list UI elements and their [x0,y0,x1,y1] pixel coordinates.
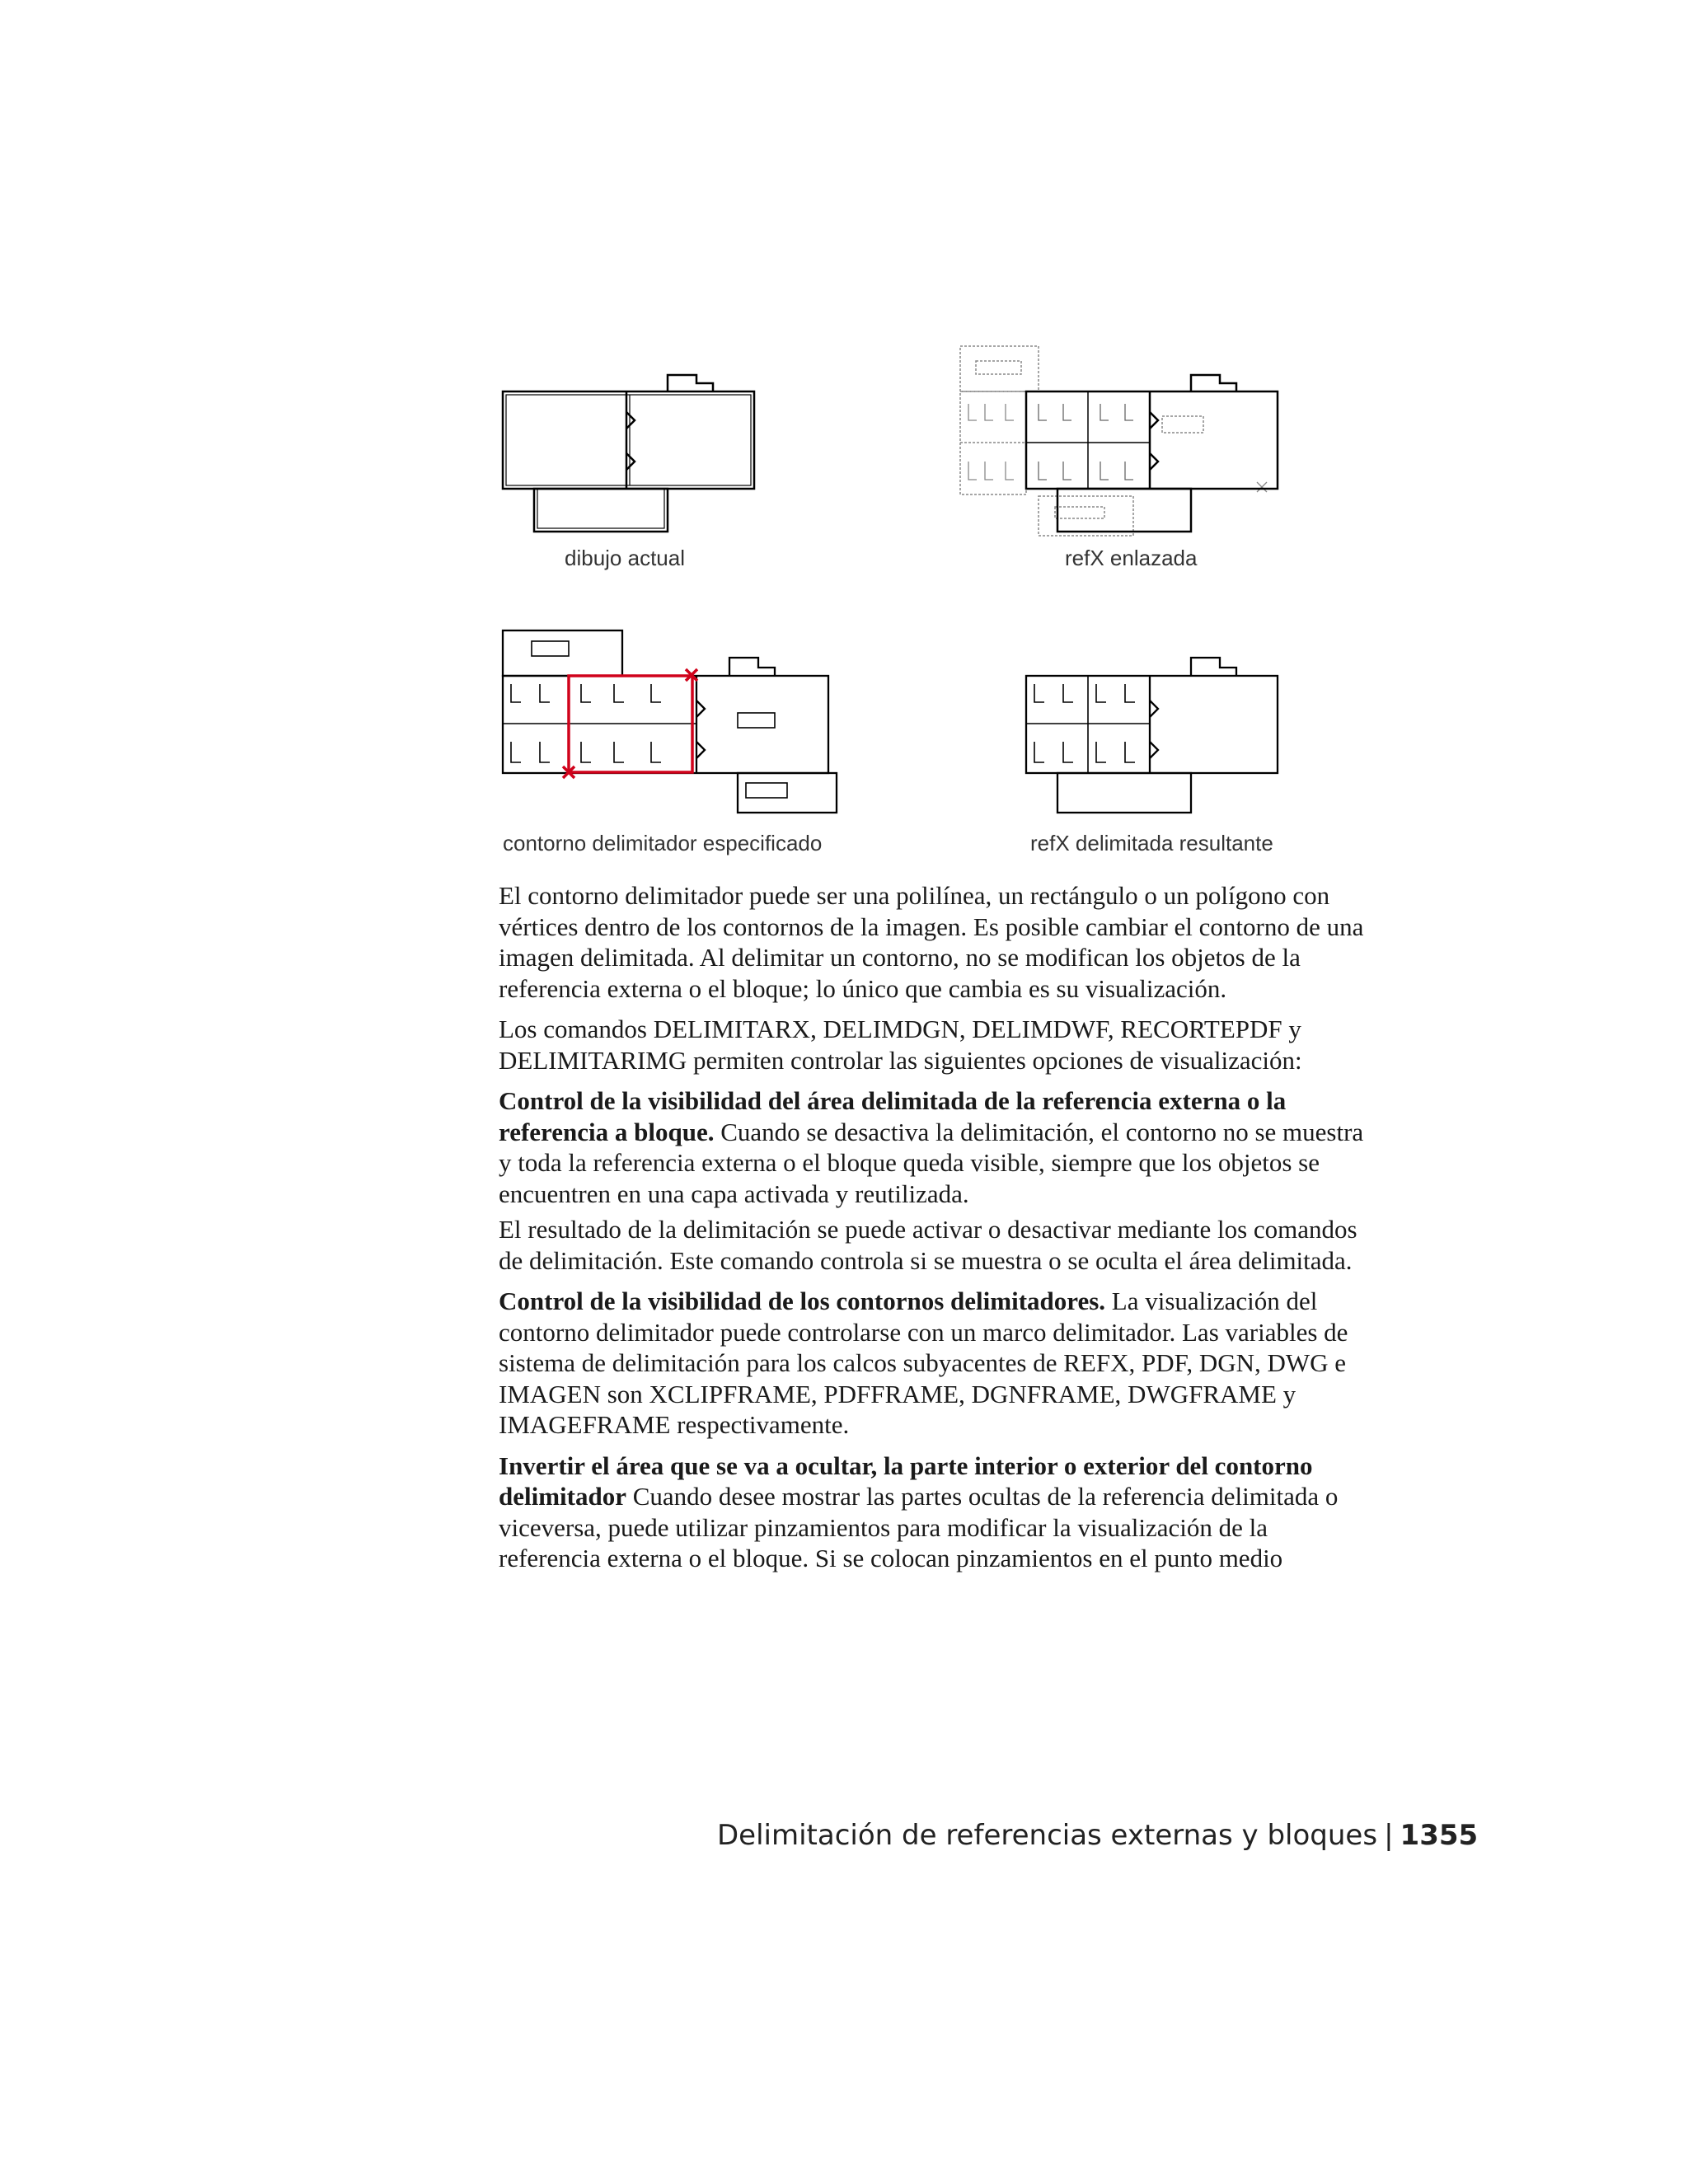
plan-specified-boundary [503,630,837,813]
heading-invert-area: Invertir el área que se va a ocultar, la parte interior o exterior del contorno delimitador [499,1451,1313,1511]
body-text [499,880,1372,1584]
caption-refx-enlazada: refX enlazada [1065,546,1198,570]
figure-xclip-illustration [495,346,1319,874]
caption-refx-delimitada: refX delimitada resultante [1030,831,1273,855]
text-frame-visibility: La visualización del contorno delimitador puede controlarse con un marco delimitador. Las variables de sistema de delimitación para los calcos subyacentes de REFX, PDF, DGN, DWG e IMAGEN son XCLIPFRAME, PDFFRAME, DGNFRAME, DWGFRAME y IMAGEFRAME respectivamente. [499,1286,1348,1439]
floorplan-illustration [495,346,1319,874]
paragraph-intro: El contorno delimitador puede ser una polilínea, un rectángulo o un polígono con vértices dentro de los contornos de la imagen. Es posible cambiar el contorno de una imagen delimitada. Al delimitar un contorno, no se modifican los objetos de la referencia externa o el bloque; lo único que cambia es su visualización. [499,881,1364,1003]
plan-current-drawing [503,375,754,532]
paragraph-visibility-area [499,1085,1372,1209]
plan-attached-xref [960,346,1278,536]
page-footer [717,1819,1479,1852]
paragraph-frame-visibility [499,1286,1372,1441]
paragraph-commands: Los comandos DELIMITARX, DELIMDGN, DELIMDWF, RECORTEPDF y DELIMITARIMG permiten controlar las siguientes opciones de visualización: [499,1015,1302,1075]
footer-separator: | [1384,1819,1394,1852]
paragraph-toggle-result: El resultado de la delimitación se puede activar o desactivar mediante los comandos de delimitación. Este comando controla si se muestra o se oculta el área delimitada. [499,1215,1357,1275]
page-number: 1355 [1400,1819,1479,1852]
heading-frame-visibility: Control de la visibilidad de los contornos delimitadores. [499,1286,1106,1315]
caption-contorno-delimitador: contorno delimitador especificado [503,831,823,855]
text-visibility-area: Cuando se desactiva la delimitación, el contorno no se muestra y toda la referencia externa o el bloque queda visible, siempre que los objetos se encuentren en una capa activada y reutilizada. [499,1117,1364,1208]
text-invert-area: Cuando desee mostrar las partes ocultas de la referencia delimitada o viceversa, puede utilizar pinzamientos para modificar la visualización de la referencia externa o el bloque. Si se colocan pinzamientos en el punto medio [499,1482,1339,1572]
footer-title: Delimitación de referencias externas y bloques [717,1819,1378,1852]
paragraph-invert-area [499,1451,1372,1574]
plan-clipped-result [1026,658,1278,813]
caption-dibujo-actual: dibujo actual [565,546,685,570]
heading-visibility-area: Control de la visibilidad del área delimitada de la referencia externa o la referencia a bloque. [499,1086,1287,1146]
